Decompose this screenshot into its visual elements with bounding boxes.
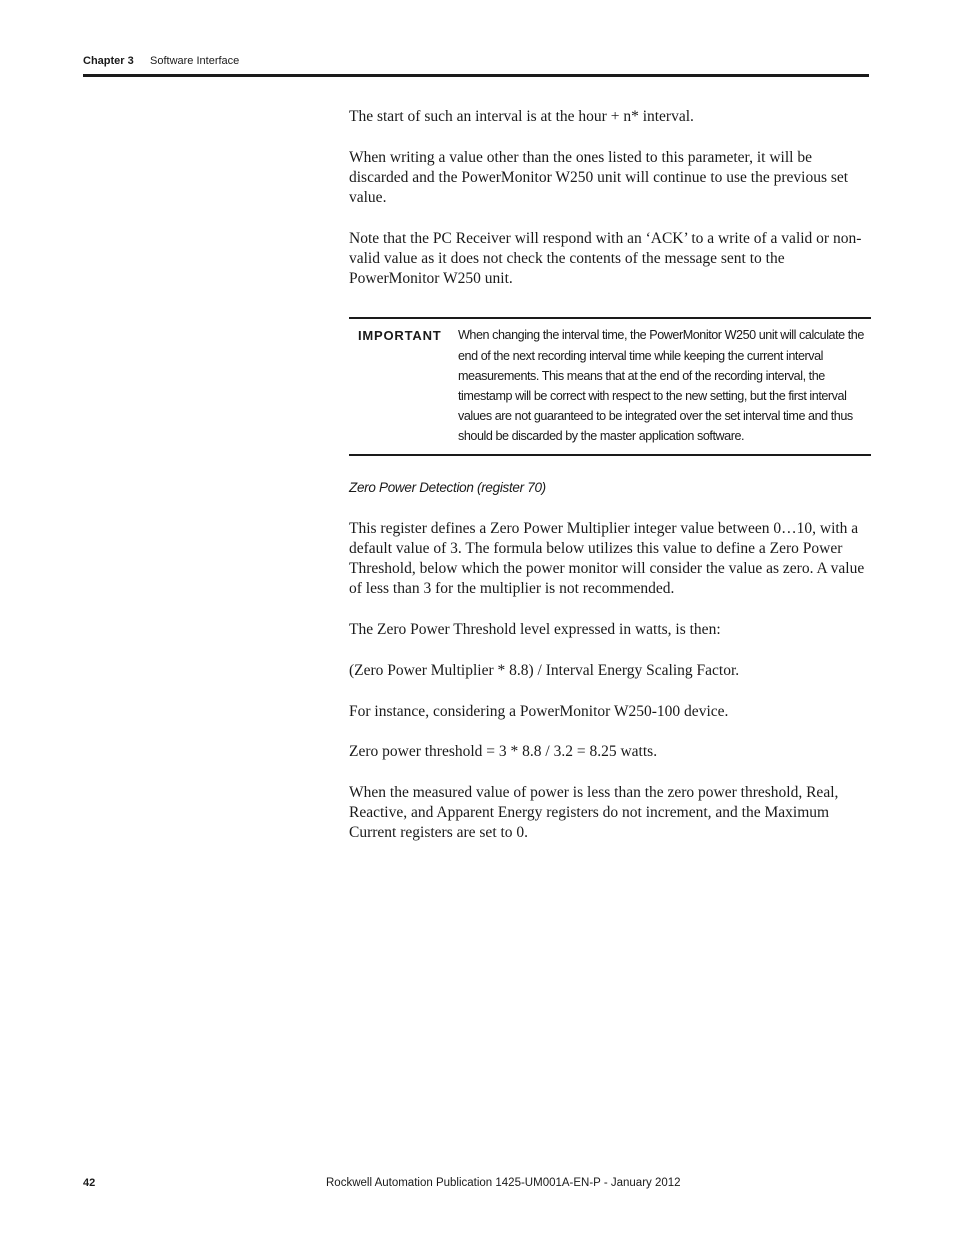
- paragraph-example-intro: For instance, considering a PowerMonitor W250-100 device.: [349, 702, 729, 720]
- main-content: [349, 107, 871, 864]
- page-header: [83, 53, 869, 77]
- publication-info: Rockwell Automation Publication 1425-UM001A-EN-P - January 2012: [326, 1177, 681, 1189]
- paragraph-ack-note: Note that the PC Receiver will respond with an ‘ACK’ to a write of a valid or non-valid value as it does not check the contents of the message sent to the PowerMonitor W250 unit.: [349, 229, 862, 288]
- paragraph-interval-start: The start of such an interval is at the hour + n* interval.: [349, 108, 694, 125]
- paragraph-example-calc: Zero power threshold = 3 * 8.8 / 3.2 = 8.25 watts.: [349, 743, 658, 761]
- page-number: 42: [83, 1177, 96, 1189]
- important-callout: [349, 317, 871, 455]
- important-label: IMPORTANT: [358, 328, 442, 344]
- paragraph-register-definition: This register defines a Zero Power Multiplier integer value between 0…10, with a default value of 3. The formula below utilizes this value to define a Zero Power Threshold, below which the power monitor will consider the value as zero. A value of less than 3 for the multiplier is not recommended.: [349, 519, 865, 598]
- paragraph-formula: (Zero Power Multiplier * 8.8) / Interval Energy Scaling Factor.: [349, 661, 740, 679]
- subheading-zero-power: Zero Power Detection (register 70): [349, 479, 546, 495]
- paragraph-threshold-intro: The Zero Power Threshold level expressed in watts, is then:: [349, 621, 721, 639]
- section-title: Software Interface: [150, 55, 240, 67]
- paragraph-invalid-value: When writing a value other than the ones listed to this parameter, it will be discarded and the PowerMonitor W250 unit will continue to use the previous set value.: [349, 148, 849, 207]
- important-text: When changing the interval time, the PowerMonitor W250 unit will calculate the end of the next recording interval time while keeping the current interval measurements. This means that at the end of the recording interval, the timestamp will be correct with respect to the new setting, but the first interval values are not guaranteed to be integrated over the set interval time and thus should be discarded by the master application software.: [458, 328, 864, 444]
- chapter-label: Chapter 3: [83, 55, 134, 67]
- paragraph-behavior: When the measured value of power is less than the zero power threshold, Real, Reactive, and Apparent Energy registers do not increment, and the Maximum Current registers are set to 0.: [349, 783, 839, 842]
